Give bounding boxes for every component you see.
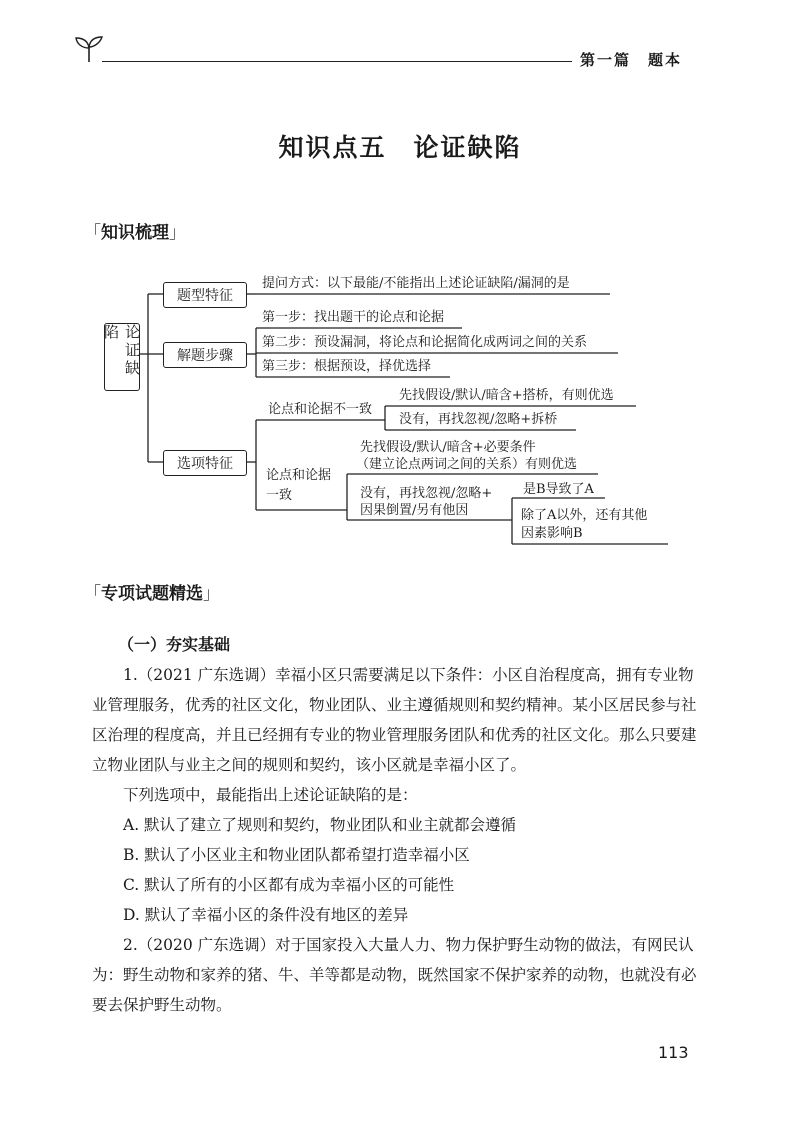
mindmap-branch-question-type bbox=[163, 282, 247, 308]
mindmap-branch-option-features bbox=[163, 450, 247, 476]
mindmap-leaf-question-form: 提问方式：以下最能/不能指出上述论证缺陷/漏洞的是 bbox=[262, 276, 570, 291]
mindmap-leaf-inconsistent-a: 先找假设/默认/暗含+搭桥，有则优选 bbox=[399, 388, 614, 403]
question-2-stem: 2.（2020 广东选调）对于国家投入大量人力、物力保护野生动物的做法，有网民认为：野生动物和家养的猪、牛、羊等都是动物，既然国家不保护家养的动物，也就没有必要去保护野生动物。 bbox=[92, 936, 697, 1014]
mindmap-node-consistent-line2: 一致 bbox=[266, 488, 293, 503]
mindmap-leaf-consistent-a-line2: （建立论点两词之间的关系）有则优选 bbox=[356, 457, 578, 472]
running-header: 第一篇 题本 bbox=[580, 51, 683, 69]
branch-label-option-features: 选项特征 bbox=[177, 456, 233, 472]
branch-label-question-type: 题型特征 bbox=[177, 288, 233, 304]
mindmap-leaf-consistent-a-line1: 先找假设/默认/暗含+必要条件 bbox=[360, 440, 536, 455]
mindmap-leaf-other-cause-line1: 除了A以外，还有其他 bbox=[521, 508, 648, 523]
mindmap-leaf-reverse-causation: 是B导致了A bbox=[523, 482, 594, 497]
mindmap-node-consistent-line1: 论点和论据 bbox=[266, 468, 332, 483]
mindmap-leaf-step3: 第三步：根据预设，择优选择 bbox=[262, 359, 432, 374]
mindmap-leaf-consistent-b-line1: 没有，再找忽视/忽略+ bbox=[360, 486, 493, 501]
question-1-stem: 1.（2021 广东选调）幸福小区只需要满足以下条件：小区自治程度高，拥有专业物业管理服务，优秀的社区文化，物业团队、业主遵循规则和契约精神。某小区居民参与社区治理的程度高，并且已经拥有专业的物业管理服务团队和优秀的社区文化。那么只要建立物业团队与业主之间的规则和契约，该小区就是幸福小区了。 bbox=[92, 666, 697, 774]
subsection-heading: （一）夯实基础 bbox=[118, 635, 231, 654]
branch-label-solving-steps: 解题步骤 bbox=[177, 348, 233, 364]
section-heading-practice: 「专项试题精选」 bbox=[84, 584, 220, 604]
mindmap-branch-solving-steps bbox=[163, 342, 247, 368]
question-1-ask: 下列选项中，最能指出上述论证缺陷的是： bbox=[123, 786, 418, 804]
question-1-option-d: D. 默认了幸福小区的条件没有地区的差异 bbox=[123, 906, 409, 924]
mindmap-node-inconsistent: 论点和论据不一致 bbox=[268, 402, 373, 417]
page-title: 知识点五 论证缺陷 bbox=[278, 133, 522, 162]
mindmap-leaf-step1: 第一步：找出题干的论点和论据 bbox=[262, 310, 445, 325]
mindmap-leaf-consistent-b-line2: 因果倒置/另有他因 bbox=[360, 503, 469, 518]
mindmap-root-label: 论证缺陷 bbox=[102, 324, 141, 378]
question-block bbox=[92, 660, 698, 1020]
mindmap-leaf-inconsistent-b: 没有，再找忽视/忽略+拆桥 bbox=[399, 412, 558, 427]
question-1-option-a: A. 默认了建立了规则和契约，物业团队和业主就都会遵循 bbox=[123, 816, 517, 834]
page-number: 113 bbox=[658, 1043, 689, 1062]
question-1-option-b: B. 默认了小区业主和物业团队都希望打造幸福小区 bbox=[123, 846, 470, 864]
mindmap-root bbox=[104, 323, 140, 391]
mindmap-leaf-other-cause-line2: 因素影响B bbox=[521, 526, 583, 541]
question-1-option-c: C. 默认了所有的小区都有成为幸福小区的可能性 bbox=[123, 876, 455, 894]
mindmap-leaf-step2: 第二步：预设漏洞，将论点和论据简化成两词之间的关系 bbox=[262, 335, 588, 350]
section-heading-knowledge: 「知识梳理」 bbox=[84, 223, 186, 243]
